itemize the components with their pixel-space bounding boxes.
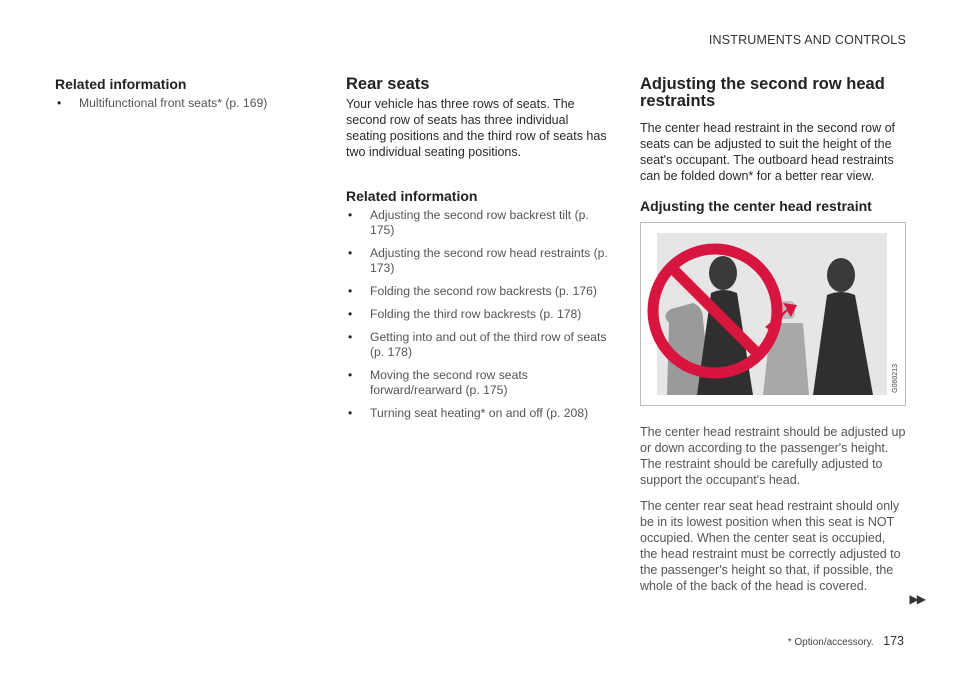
rear-seats-body: Your vehicle has three rows of seats. The second row of seats has three individual seating positions and the third row of seats has two individual seating positions. bbox=[346, 97, 607, 159]
related-link[interactable]: • Folding the third row backrests (p. 178) bbox=[346, 307, 608, 322]
related-link[interactable]: • Turning seat heating* on and off (p. 208) bbox=[346, 406, 608, 421]
left-occupant-head bbox=[709, 256, 737, 290]
option-accessory-note: * Option/accessory. bbox=[787, 637, 874, 648]
related-links-list bbox=[346, 208, 608, 421]
page-footer bbox=[788, 634, 904, 648]
related-link[interactable]: • Adjusting the second row backrest tilt (p. 175) bbox=[346, 208, 608, 238]
subheading-center-restraint: Adjusting the center head restraint bbox=[640, 198, 872, 214]
page-number: 173 bbox=[883, 634, 904, 648]
column-right bbox=[640, 76, 906, 604]
column-left bbox=[55, 76, 305, 119]
right-occupant-head bbox=[827, 258, 855, 292]
figure-code: G060213 bbox=[892, 364, 899, 393]
related-link[interactable]: • Moving the second row seats forward/rearward (p. 175) bbox=[346, 368, 608, 398]
right-occupant-body bbox=[813, 292, 873, 395]
related-link[interactable]: • Multifunctional front seats* (p. 169) bbox=[55, 96, 305, 111]
column-middle bbox=[346, 76, 608, 429]
related-link[interactable]: • Adjusting the second row head restraints (p. 173) bbox=[346, 246, 608, 276]
related-link[interactable]: • Getting into and out of the third row of seats (p. 178) bbox=[346, 330, 608, 360]
related-info-heading: Related information bbox=[346, 188, 478, 204]
running-header: INSTRUMENTS AND CONTROLS bbox=[708, 33, 906, 47]
related-links-list bbox=[55, 96, 305, 111]
head-restraint-illustration bbox=[640, 222, 906, 406]
section-heading-rear-seats: Rear seats bbox=[346, 75, 430, 93]
related-info-heading: Related information bbox=[55, 76, 187, 92]
center-restraint-para-1: The center head restraint should be adjusted up or down according to the passenger's height. The restraint should be carefully adjusted to support the occupant's head. bbox=[640, 425, 906, 487]
related-link[interactable]: • Folding the second row backrests (p. 176) bbox=[346, 284, 608, 299]
illustration-drawing bbox=[641, 223, 905, 405]
center-restraint-para-2: The center rear seat head restraint should only be in its lowest position when this seat is NOT occupied. When the center seat is occupied, the head restraint must be correctly adjusted to the passenger's height so that, if possible, the whole of the back of the head is covered. bbox=[640, 499, 901, 593]
head-restraints-intro: The center head restraint in the second row of seats can be adjusted to suit the height of the seat's occupant. The outboard head restraints can be folded down* for a better rear view. bbox=[640, 121, 896, 183]
double-chevron-right-icon[interactable]: ▶▶ bbox=[909, 592, 924, 606]
section-heading-head-restraints: Adjusting the second row head restraints bbox=[640, 75, 885, 110]
